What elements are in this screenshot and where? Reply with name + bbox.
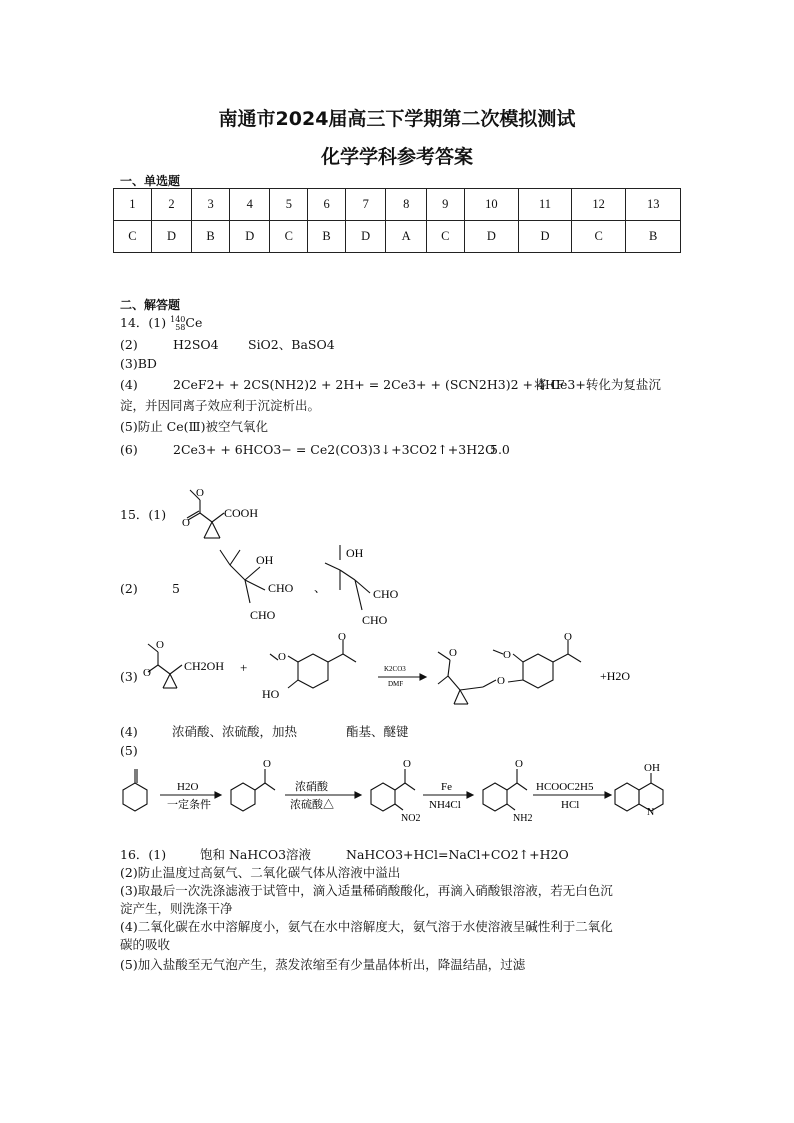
svg-text:CHO: CHO (250, 608, 276, 622)
svg-text:O: O (143, 667, 151, 679)
svg-text:CHO: CHO (373, 587, 399, 601)
q14-equation-6: 2Ce3+ + 6HCO3− = Ce2(CO3)3↓+3CO2↑+3H2O (173, 442, 496, 457)
answer-cell: D (345, 221, 386, 253)
q16-answer-1a: 饱和 NaHCO3溶液 (200, 847, 312, 862)
svg-text:+: + (240, 660, 248, 675)
answer-cell: D (519, 221, 572, 253)
svg-text:O: O (564, 632, 572, 643)
q14-label-6: (6) (120, 442, 138, 457)
question-number: 10 (464, 189, 519, 221)
svg-text:浓硝酸: 浓硝酸 (295, 781, 328, 793)
q16-answer-4b: 碳的吸收 (120, 937, 171, 952)
question-number: 5 (270, 189, 308, 221)
table-row-numbers (114, 189, 681, 221)
q15-reaction-3 (138, 632, 698, 722)
answer-cell: D (151, 221, 192, 253)
q15-answer-4a: 浓硝酸、浓硫酸，加热 (172, 724, 298, 739)
q14-answer-2a: H2SO4 (173, 337, 219, 352)
q14-note-4-cont: 淀，并因同离子效应利于沉淀析出。 (120, 398, 321, 413)
table-row-answers (114, 221, 681, 253)
svg-text:CHO: CHO (268, 581, 294, 595)
q16-answer-3b: 淀产生，则洗涤干净 (120, 901, 233, 916)
q15-synthesis-route (115, 755, 695, 830)
q16-answer-1b: NaHCO3+HCl=NaCl+CO2↑+H2O (346, 847, 569, 862)
svg-text:DMF: DMF (388, 680, 404, 688)
page-subtitle: 化学学科参考答案 (320, 146, 473, 168)
question-number: 6 (308, 189, 346, 221)
question-number: 3 (192, 189, 230, 221)
q14-answer-3: (3)BD (120, 356, 157, 371)
oxygen-label: O (182, 517, 190, 529)
q14-value-6: 5.0 (490, 442, 510, 457)
q15-structures-2 (210, 535, 450, 630)
svg-text:CHO: CHO (362, 613, 388, 627)
q16-answer-3a: (3)取最后一次洗涤滤液于试管中，滴入适量稀硝酸酸化，再滴入硝酸银溶液，若无白色沉 (120, 883, 613, 898)
q15-count-2: 5 (172, 581, 180, 596)
svg-text:O: O (449, 647, 457, 659)
oxygen-label: O (196, 487, 204, 499)
q15-label-5: (5) (120, 743, 138, 758)
q15-label-3: (3) (120, 669, 138, 684)
q14-equation-4: 2CeF2+ + 2CS(NH2)2 + 2H+ = 2Ce3+ + (SCN2H3)2 + 4HF (173, 377, 565, 392)
q15-label-4: (4) (120, 724, 138, 739)
question-number: 8 (386, 189, 427, 221)
answer-cell: B (192, 221, 230, 253)
answer-cell: C (426, 221, 464, 253)
q15-answer-4b: 酯基、醚键 (346, 724, 409, 739)
answer-cell: C (571, 221, 626, 253)
svg-text:O: O (156, 639, 164, 651)
section-heading-free: 二、解答题 (120, 298, 181, 312)
svg-text:NH4Cl: NH4Cl (429, 799, 461, 811)
svg-text:HO: HO (262, 687, 280, 701)
question-number: 4 (229, 189, 270, 221)
question-number: 2 (151, 189, 192, 221)
svg-text:N: N (647, 807, 655, 818)
answer-cell: C (270, 221, 308, 253)
answer-table (113, 188, 681, 253)
q15-label-1: 15．(1) (120, 507, 167, 522)
q14-answer-2b: SiO2、BaSO4 (248, 337, 335, 352)
answer-cell: C (114, 221, 152, 253)
q16-label-1: 16．(1) (120, 847, 167, 862)
svg-text:HCl: HCl (561, 799, 580, 811)
svg-text:O: O (338, 632, 346, 643)
q16-answer-2: (2)防止温度过高氨气、二氧化碳气体从溶液中溢出 (120, 865, 401, 880)
page-title: 南通市2024届高三下学期第二次模拟测试 (218, 108, 576, 130)
question-number: 13 (626, 189, 681, 221)
svg-text:O: O (503, 649, 511, 661)
svg-text:H2O: H2O (177, 781, 199, 793)
answer-cell: D (229, 221, 270, 253)
q14-note-4: 将 Ce3+转化为复盐沉 (534, 377, 661, 392)
q15-label-2: (2) (120, 581, 138, 596)
section-heading-mc: 一、单选题 (120, 174, 181, 188)
q14-line-1: 14．(1) 140 58 Ce (120, 314, 203, 332)
svg-text:、: 、 (314, 581, 327, 595)
svg-text:一定条件: 一定条件 (167, 799, 211, 811)
question-number: 1 (114, 189, 152, 221)
question-number: 11 (519, 189, 572, 221)
svg-text:O: O (263, 758, 271, 770)
svg-text:浓硫酸△: 浓硫酸△ (290, 799, 334, 811)
svg-text:CH2OH: CH2OH (184, 659, 225, 673)
svg-text:NH2: NH2 (513, 813, 533, 824)
question-number: 9 (426, 189, 464, 221)
svg-text:OH: OH (256, 553, 274, 567)
svg-text:O: O (403, 758, 411, 770)
svg-text:O: O (497, 675, 505, 687)
q14-label-4: (4) (120, 377, 138, 392)
answer-cell: B (308, 221, 346, 253)
svg-text:K2CO3: K2CO3 (384, 665, 406, 673)
q16-answer-4a: (4)二氧化碳在水中溶解度小，氨气在水中溶解度大，氨气溶于水使溶液呈碱性利于二氧化 (120, 919, 613, 934)
answer-cell: A (386, 221, 427, 253)
answer-cell: D (464, 221, 519, 253)
svg-text:+H2O: +H2O (600, 669, 631, 683)
svg-text:O: O (278, 651, 286, 663)
question-number: 12 (571, 189, 626, 221)
svg-text:Fe: Fe (441, 781, 452, 793)
q14-label-2: (2) (120, 337, 138, 352)
svg-text:HCOOC2H5: HCOOC2H5 (536, 781, 594, 793)
svg-text:NO2: NO2 (401, 813, 421, 824)
svg-text:O: O (515, 758, 523, 770)
answer-cell: B (626, 221, 681, 253)
svg-text:OH: OH (644, 762, 660, 774)
svg-text:OH: OH (346, 546, 364, 560)
question-number: 7 (345, 189, 386, 221)
q16-answer-5: (5)加入盐酸至无气泡产生，蒸发浓缩至有少量晶体析出，降温结晶，过滤 (120, 957, 526, 972)
cooh-group: COOH (224, 506, 259, 520)
q14-answer-5: (5)防止 Ce(Ⅲ)被空气氧化 (120, 419, 268, 434)
